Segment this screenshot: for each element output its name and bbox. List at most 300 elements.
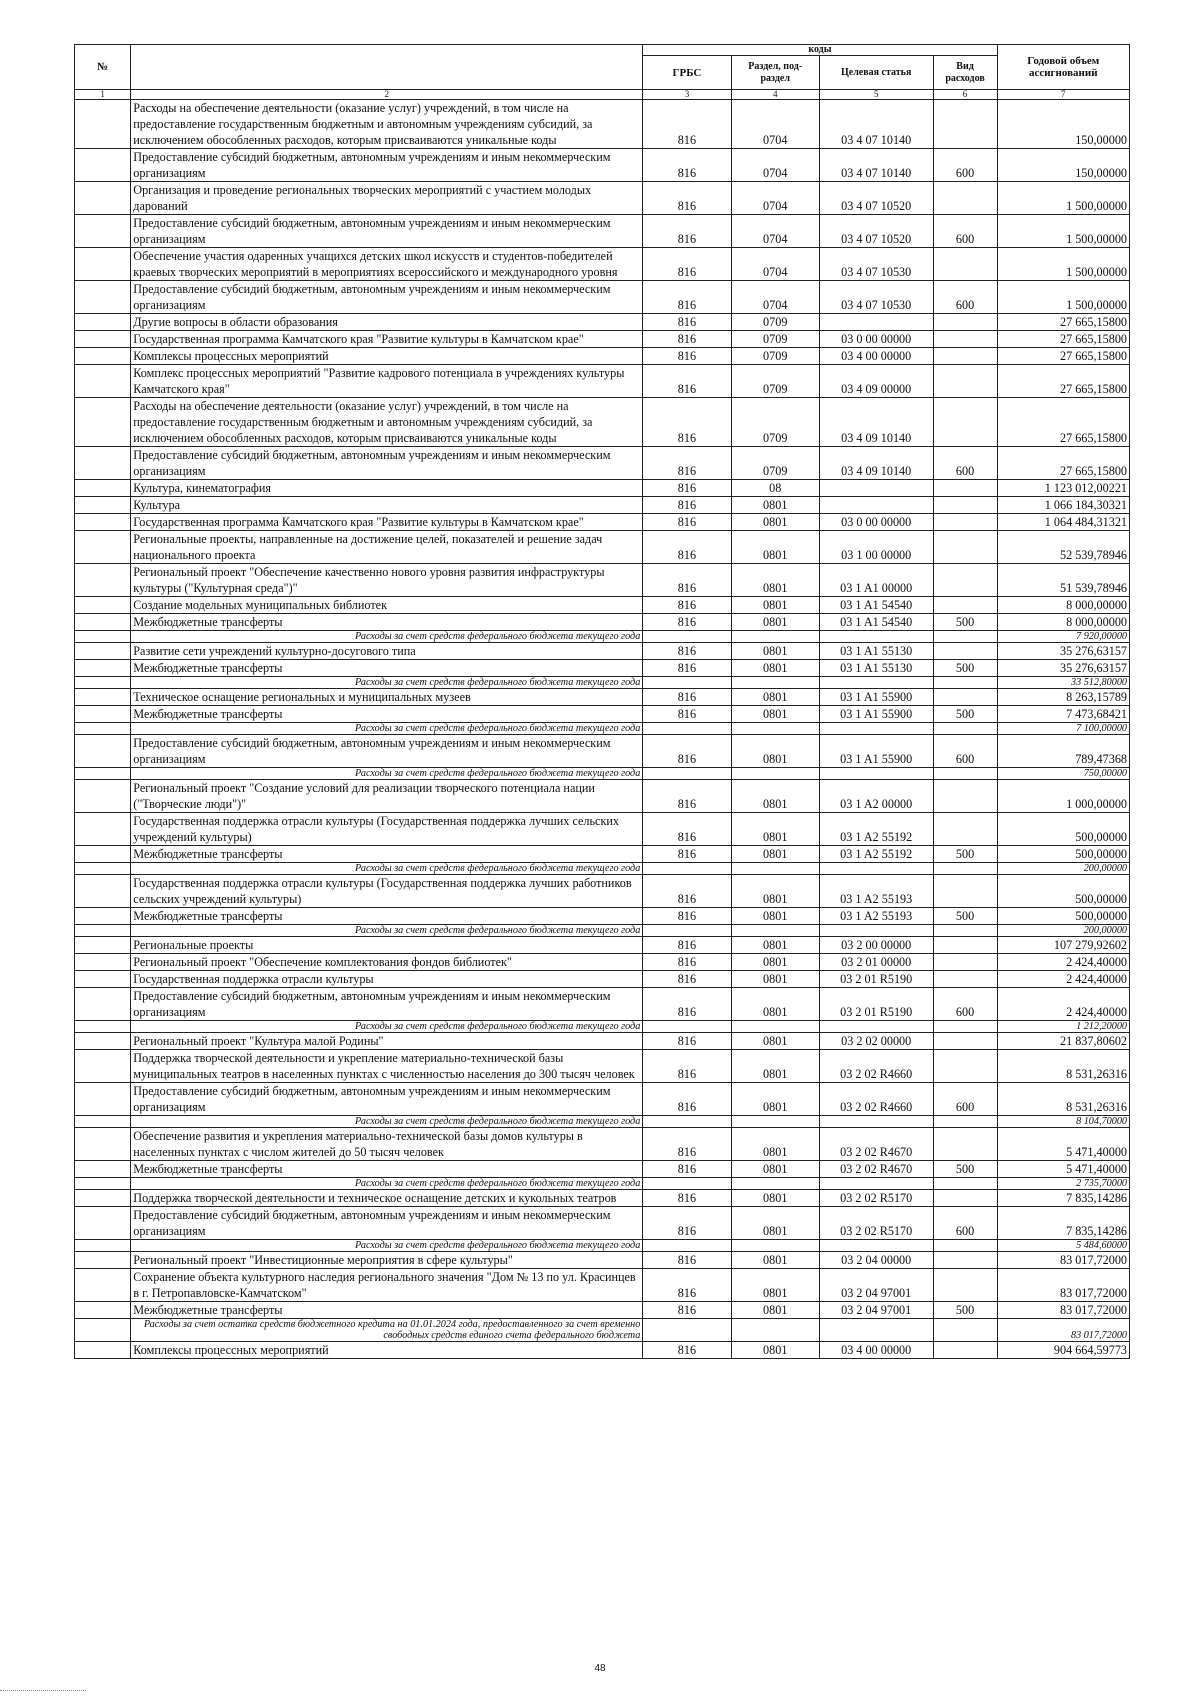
row-amount: 500,00000: [997, 813, 1129, 846]
row-expense-kind: [933, 480, 997, 497]
row-number: [75, 677, 131, 689]
row-section: [731, 1178, 819, 1190]
row-amount: 150,00000: [997, 149, 1129, 182]
note-amount: 200,00000: [997, 925, 1129, 937]
row-target-article: 03 2 01 R5190: [819, 971, 933, 988]
row-section: [731, 863, 819, 875]
row-target-article: 03 2 02 R4670: [819, 1128, 933, 1161]
note-text: Расходы за счет средств федерального бюджета текущего года: [131, 1178, 643, 1190]
row-amount: 500,00000: [997, 908, 1129, 925]
note-text: Расходы за счет средств федерального бюджета текущего года: [131, 925, 643, 937]
row-target-article: 03 2 02 R5170: [819, 1190, 933, 1207]
row-target-article: [819, 1178, 933, 1190]
row-target-article: [819, 677, 933, 689]
note-row: [75, 1116, 1130, 1128]
row-amount: 27 665,15800: [997, 314, 1129, 331]
row-expense-kind: [933, 398, 997, 447]
row-expense-kind: [933, 1240, 997, 1252]
row-expense-kind: 600: [933, 1207, 997, 1240]
row-number: [75, 735, 131, 768]
row-number: [75, 643, 131, 660]
row-target-article: [819, 631, 933, 643]
row-section: 0801: [731, 514, 819, 531]
row-section: 0801: [731, 971, 819, 988]
row-name: Предоставление субсидий бюджетным, автономным учреждениям и иным некоммерческим организациям: [131, 735, 643, 768]
row-name: Поддержка творческой деятельности и укрепление материально-технической базы муниципальных театров в населенных пунктах с численностью населения до 300 тысяч человек: [131, 1050, 643, 1083]
row-grbs: 816: [643, 813, 731, 846]
row-section: 0801: [731, 1083, 819, 1116]
table-row: [75, 215, 1130, 248]
row-target-article: 03 1 A1 55900: [819, 689, 933, 706]
row-number: [75, 780, 131, 813]
row-grbs: 816: [643, 1083, 731, 1116]
row-section: 0801: [731, 1161, 819, 1178]
row-grbs: 816: [643, 182, 731, 215]
row-grbs: [643, 925, 731, 937]
row-target-article: 03 1 A1 54540: [819, 597, 933, 614]
row-expense-kind: 500: [933, 614, 997, 631]
table-row: [75, 182, 1130, 215]
row-name: Региональный проект "Инвестиционные мероприятия в сфере культуры": [131, 1252, 643, 1269]
row-target-article: 03 1 A1 55130: [819, 660, 933, 677]
row-expense-kind: [933, 1128, 997, 1161]
row-target-article: 03 2 02 R4660: [819, 1050, 933, 1083]
row-grbs: 816: [643, 780, 731, 813]
table-row: [75, 1269, 1130, 1302]
row-grbs: 816: [643, 248, 731, 281]
row-amount: 500,00000: [997, 846, 1129, 863]
row-section: 0801: [731, 706, 819, 723]
note-text: Расходы за счет средств федерального бюджета текущего года: [131, 768, 643, 780]
row-target-article: [819, 723, 933, 735]
note-amount: 83 017,72000: [997, 1319, 1129, 1342]
row-number: [75, 564, 131, 597]
row-section: 0704: [731, 215, 819, 248]
row-expense-kind: 600: [933, 215, 997, 248]
row-name: Расходы на обеспечение деятельности (оказание услуг) учреждений, в том числе на предоставление государственным бюджетным и автономным учреждениям субсидий, за исключением обособленных расходов, которым присваиваются уникальные коды: [131, 100, 643, 149]
row-expense-kind: [933, 689, 997, 706]
row-section: 0801: [731, 1128, 819, 1161]
row-number: [75, 689, 131, 706]
row-expense-kind: [933, 348, 997, 365]
note-row: [75, 768, 1130, 780]
table-row: [75, 1190, 1130, 1207]
row-number: [75, 531, 131, 564]
row-number: [75, 215, 131, 248]
table-row: [75, 908, 1130, 925]
row-expense-kind: [933, 1116, 997, 1128]
row-name: Государственная поддержка отрасли культуры (Государственная поддержка лучших работников сельских учреждений культуры): [131, 875, 643, 908]
note-row: [75, 1178, 1130, 1190]
table-row: [75, 497, 1130, 514]
row-target-article: 03 2 02 R5170: [819, 1207, 933, 1240]
row-section: 0801: [731, 954, 819, 971]
row-target-article: 03 1 A1 54540: [819, 614, 933, 631]
row-target-article: 03 1 A1 55900: [819, 706, 933, 723]
row-target-article: 03 1 A1 55900: [819, 735, 933, 768]
row-amount: 27 665,15800: [997, 398, 1129, 447]
row-number: [75, 723, 131, 735]
note-row: [75, 677, 1130, 689]
row-amount: 150,00000: [997, 100, 1129, 149]
row-grbs: 816: [643, 1207, 731, 1240]
row-grbs: 816: [643, 689, 731, 706]
row-target-article: [819, 480, 933, 497]
row-section: 0801: [731, 531, 819, 564]
note-amount: 33 512,80000: [997, 677, 1129, 689]
note-amount: 7 920,00000: [997, 631, 1129, 643]
note-amount: 200,00000: [997, 863, 1129, 875]
row-number: [75, 1033, 131, 1050]
row-grbs: 816: [643, 660, 731, 677]
table-row: [75, 365, 1130, 398]
row-grbs: [643, 1319, 731, 1342]
row-amount: 35 276,63157: [997, 660, 1129, 677]
row-target-article: [819, 1021, 933, 1033]
row-section: 0801: [731, 614, 819, 631]
row-amount: 8 000,00000: [997, 614, 1129, 631]
row-amount: 1 000,00000: [997, 780, 1129, 813]
table-row: [75, 780, 1130, 813]
note-text: Расходы за счет средств федерального бюджета текущего года: [131, 1240, 643, 1252]
note-amount: 5 484,60000: [997, 1240, 1129, 1252]
row-section: [731, 768, 819, 780]
row-number: [75, 1128, 131, 1161]
row-grbs: 816: [643, 348, 731, 365]
row-grbs: 816: [643, 1269, 731, 1302]
table-body: [75, 100, 1130, 1359]
row-section: 0801: [731, 937, 819, 954]
row-expense-kind: [933, 531, 997, 564]
row-number: [75, 1050, 131, 1083]
row-name: Создание модельных муниципальных библиотек: [131, 597, 643, 614]
table-row: [75, 689, 1130, 706]
note-text: Расходы за счет средств федерального бюджета текущего года: [131, 1116, 643, 1128]
row-name: Обеспечение участия одаренных учащихся детских школ искусств и студентов-победителей краевых творческих мероприятий в мероприятиях всероссийского и международного уровня: [131, 248, 643, 281]
note-text: Расходы за счет остатка средств бюджетного кредита на 01.01.2024 года, предоставленного за счет временно свободных средств единого счета федерального бюджета: [131, 1319, 643, 1342]
row-name: Межбюджетные трансферты: [131, 706, 643, 723]
table-row: [75, 314, 1130, 331]
table-row: [75, 514, 1130, 531]
row-amount: 107 279,92602: [997, 937, 1129, 954]
table-row: [75, 281, 1130, 314]
row-section: 0801: [731, 988, 819, 1021]
row-target-article: [819, 497, 933, 514]
row-target-article: 03 2 02 R4670: [819, 1161, 933, 1178]
row-amount: 35 276,63157: [997, 643, 1129, 660]
row-grbs: 816: [643, 875, 731, 908]
row-name: Комплекс процессных мероприятий "Развитие кадрового потенциала в учреждениях культуры Камчатского края": [131, 365, 643, 398]
table-header: [75, 45, 1130, 100]
row-expense-kind: [933, 780, 997, 813]
note-text: Расходы за счет средств федерального бюджета текущего года: [131, 863, 643, 875]
row-target-article: 03 4 07 10520: [819, 182, 933, 215]
row-grbs: 816: [643, 735, 731, 768]
row-expense-kind: 500: [933, 660, 997, 677]
row-expense-kind: [933, 514, 997, 531]
row-target-article: 03 1 A2 00000: [819, 780, 933, 813]
row-expense-kind: [933, 723, 997, 735]
note-row: [75, 631, 1130, 643]
row-number: [75, 1190, 131, 1207]
row-section: 0801: [731, 564, 819, 597]
row-target-article: 03 0 00 00000: [819, 331, 933, 348]
table-row: [75, 1128, 1130, 1161]
row-section: 0709: [731, 398, 819, 447]
row-name: Межбюджетные трансферты: [131, 614, 643, 631]
note-text: Расходы за счет средств федерального бюджета текущего года: [131, 677, 643, 689]
row-number: [75, 706, 131, 723]
row-number: [75, 1021, 131, 1033]
row-number: [75, 1083, 131, 1116]
table-row: [75, 813, 1130, 846]
row-amount: 789,47368: [997, 735, 1129, 768]
row-target-article: [819, 1240, 933, 1252]
row-section: 0704: [731, 149, 819, 182]
row-number: [75, 281, 131, 314]
note-row: [75, 1021, 1130, 1033]
row-target-article: 03 2 01 R5190: [819, 988, 933, 1021]
row-number: [75, 1116, 131, 1128]
row-grbs: 816: [643, 1050, 731, 1083]
row-target-article: 03 2 02 00000: [819, 1033, 933, 1050]
table-row: [75, 1161, 1130, 1178]
row-number: [75, 1302, 131, 1319]
row-name: Региональный проект "Обеспечение комплектования фондов библиотек": [131, 954, 643, 971]
row-number: [75, 149, 131, 182]
row-section: 0801: [731, 1342, 819, 1359]
row-grbs: 816: [643, 1190, 731, 1207]
row-expense-kind: 600: [933, 149, 997, 182]
row-target-article: 03 2 01 00000: [819, 954, 933, 971]
table-row: [75, 100, 1130, 149]
row-name: Предоставление субсидий бюджетным, автономным учреждениям и иным некоммерческим организациям: [131, 988, 643, 1021]
row-expense-kind: [933, 1178, 997, 1190]
row-target-article: 03 4 00 00000: [819, 348, 933, 365]
row-number: [75, 1161, 131, 1178]
row-grbs: [643, 631, 731, 643]
row-grbs: 816: [643, 971, 731, 988]
row-number: [75, 398, 131, 447]
row-expense-kind: [933, 768, 997, 780]
row-name: Региональные проекты, направленные на достижение целей, показателей и решение задач национального проекта: [131, 531, 643, 564]
row-name: Государственная поддержка отрасли культуры (Государственная поддержка лучших сельских учреждений культуры): [131, 813, 643, 846]
row-target-article: 03 1 A2 55192: [819, 813, 933, 846]
row-target-article: 03 2 04 97001: [819, 1302, 933, 1319]
row-grbs: 816: [643, 215, 731, 248]
table-row: [75, 480, 1130, 497]
row-target-article: 03 1 A1 00000: [819, 564, 933, 597]
row-expense-kind: [933, 631, 997, 643]
row-section: 0801: [731, 1050, 819, 1083]
row-name: Предоставление субсидий бюджетным, автономным учреждениям и иным некоммерческим организациям: [131, 1083, 643, 1116]
header-section: Раздел, под-раздел: [731, 56, 819, 90]
row-grbs: [643, 863, 731, 875]
row-amount: 7 473,68421: [997, 706, 1129, 723]
row-expense-kind: [933, 100, 997, 149]
row-amount: 8 531,26316: [997, 1083, 1129, 1116]
row-number: [75, 614, 131, 631]
table-row: [75, 706, 1130, 723]
row-name: Комплексы процессных мероприятий: [131, 348, 643, 365]
table-row: [75, 1083, 1130, 1116]
row-expense-kind: [933, 1269, 997, 1302]
row-name: Государственная поддержка отрасли культуры: [131, 971, 643, 988]
row-grbs: 816: [643, 564, 731, 597]
row-amount: 27 665,15800: [997, 331, 1129, 348]
row-section: 0801: [731, 660, 819, 677]
row-section: [731, 1240, 819, 1252]
row-amount: 1 066 184,30321: [997, 497, 1129, 514]
row-amount: 1 064 484,31321: [997, 514, 1129, 531]
note-amount: 2 735,70000: [997, 1178, 1129, 1190]
note-text: Расходы за счет средств федерального бюджета текущего года: [131, 1021, 643, 1033]
row-number: [75, 348, 131, 365]
row-grbs: [643, 1021, 731, 1033]
table-row: [75, 846, 1130, 863]
row-target-article: 03 1 00 00000: [819, 531, 933, 564]
row-amount: 51 539,78946: [997, 564, 1129, 597]
row-amount: 27 665,15800: [997, 365, 1129, 398]
row-section: 0801: [731, 597, 819, 614]
row-grbs: [643, 677, 731, 689]
row-name: Предоставление субсидий бюджетным, автономным учреждениям и иным некоммерческим организациям: [131, 215, 643, 248]
row-expense-kind: [933, 1252, 997, 1269]
row-number: [75, 182, 131, 215]
row-expense-kind: [933, 863, 997, 875]
row-expense-kind: [933, 813, 997, 846]
row-number: [75, 1319, 131, 1342]
row-number: [75, 660, 131, 677]
row-grbs: 816: [643, 514, 731, 531]
row-target-article: 03 2 02 R4660: [819, 1083, 933, 1116]
row-grbs: 816: [643, 597, 731, 614]
row-name: Развитие сети учреждений культурно-досугового типа: [131, 643, 643, 660]
header-name: [131, 45, 643, 90]
row-amount: 1 500,00000: [997, 248, 1129, 281]
row-section: 0801: [731, 908, 819, 925]
row-grbs: 816: [643, 447, 731, 480]
row-name: Поддержка творческой деятельности и техническое оснащение детских и кукольных театров: [131, 1190, 643, 1207]
row-target-article: 03 2 00 00000: [819, 937, 933, 954]
table-row: [75, 348, 1130, 365]
row-grbs: 816: [643, 365, 731, 398]
row-number: [75, 846, 131, 863]
table-row: [75, 735, 1130, 768]
row-grbs: 816: [643, 1128, 731, 1161]
row-amount: 2 424,40000: [997, 954, 1129, 971]
row-amount: 7 835,14286: [997, 1207, 1129, 1240]
row-expense-kind: 500: [933, 1161, 997, 1178]
row-name: Другие вопросы в области образования: [131, 314, 643, 331]
row-section: 0801: [731, 1190, 819, 1207]
row-section: [731, 1021, 819, 1033]
row-expense-kind: 500: [933, 846, 997, 863]
row-section: 0801: [731, 846, 819, 863]
row-target-article: 03 4 09 10140: [819, 398, 933, 447]
row-target-article: 03 1 A2 55193: [819, 875, 933, 908]
row-number: [75, 480, 131, 497]
row-amount: 27 665,15800: [997, 447, 1129, 480]
row-number: [75, 768, 131, 780]
row-grbs: 816: [643, 1252, 731, 1269]
note-text: Расходы за счет средств федерального бюджета текущего года: [131, 723, 643, 735]
row-target-article: 03 2 04 00000: [819, 1252, 933, 1269]
row-grbs: 816: [643, 846, 731, 863]
col-number: 6: [933, 90, 997, 100]
row-target-article: 03 4 07 10530: [819, 248, 933, 281]
row-target-article: 03 1 A2 55192: [819, 846, 933, 863]
note-amount: 750,00000: [997, 768, 1129, 780]
row-name: Государственная программа Камчатского края "Развитие культуры в Камчатском крае": [131, 514, 643, 531]
row-target-article: 03 4 07 10140: [819, 100, 933, 149]
row-name: Сохранение объекта культурного наследия регионального значения "Дом № 13 по ул. Красинцев в г. Петропавловске-Камчатском": [131, 1269, 643, 1302]
row-number: [75, 631, 131, 643]
header-amount: Годовой объем ассигнований: [997, 45, 1129, 90]
table-row: [75, 971, 1130, 988]
table-row: [75, 564, 1130, 597]
row-grbs: 816: [643, 988, 731, 1021]
note-row: [75, 1240, 1130, 1252]
row-expense-kind: [933, 925, 997, 937]
row-grbs: [643, 1240, 731, 1252]
row-expense-kind: 500: [933, 706, 997, 723]
table-row: [75, 875, 1130, 908]
row-grbs: [643, 1178, 731, 1190]
row-number: [75, 908, 131, 925]
row-number: [75, 1342, 131, 1359]
row-amount: 83 017,72000: [997, 1269, 1129, 1302]
table-row: [75, 1207, 1130, 1240]
row-amount: 1 500,00000: [997, 281, 1129, 314]
scan-edge-line: [0, 1690, 86, 1691]
row-expense-kind: [933, 937, 997, 954]
row-expense-kind: [933, 182, 997, 215]
table-row: [75, 937, 1130, 954]
row-section: 0801: [731, 1207, 819, 1240]
row-expense-kind: [933, 314, 997, 331]
row-expense-kind: [933, 643, 997, 660]
row-section: [731, 1116, 819, 1128]
table-row: [75, 954, 1130, 971]
row-expense-kind: 600: [933, 735, 997, 768]
row-amount: 2 424,40000: [997, 971, 1129, 988]
row-amount: 83 017,72000: [997, 1302, 1129, 1319]
row-name: Региональный проект "Обеспечение качественно нового уровня развития инфраструктуры культуры ("Культурная среда")": [131, 564, 643, 597]
row-name: Межбюджетные трансферты: [131, 846, 643, 863]
budget-table-page: [74, 44, 1130, 1359]
row-amount: 52 539,78946: [997, 531, 1129, 564]
row-grbs: 816: [643, 643, 731, 660]
table-row: [75, 643, 1130, 660]
row-target-article: 03 4 07 10530: [819, 281, 933, 314]
row-expense-kind: [933, 1021, 997, 1033]
table-row: [75, 149, 1130, 182]
col-number: 5: [819, 90, 933, 100]
row-name: Предоставление субсидий бюджетным, автономным учреждениям и иным некоммерческим организациям: [131, 447, 643, 480]
page-number: 48: [594, 1663, 606, 1674]
row-name: Межбюджетные трансферты: [131, 660, 643, 677]
row-name: Межбюджетные трансферты: [131, 908, 643, 925]
table-row: [75, 531, 1130, 564]
row-section: [731, 1319, 819, 1342]
row-number: [75, 365, 131, 398]
row-name: Региональный проект "Культура малой Родины": [131, 1033, 643, 1050]
row-expense-kind: 500: [933, 908, 997, 925]
row-number: [75, 875, 131, 908]
row-target-article: [819, 314, 933, 331]
row-section: 0801: [731, 875, 819, 908]
